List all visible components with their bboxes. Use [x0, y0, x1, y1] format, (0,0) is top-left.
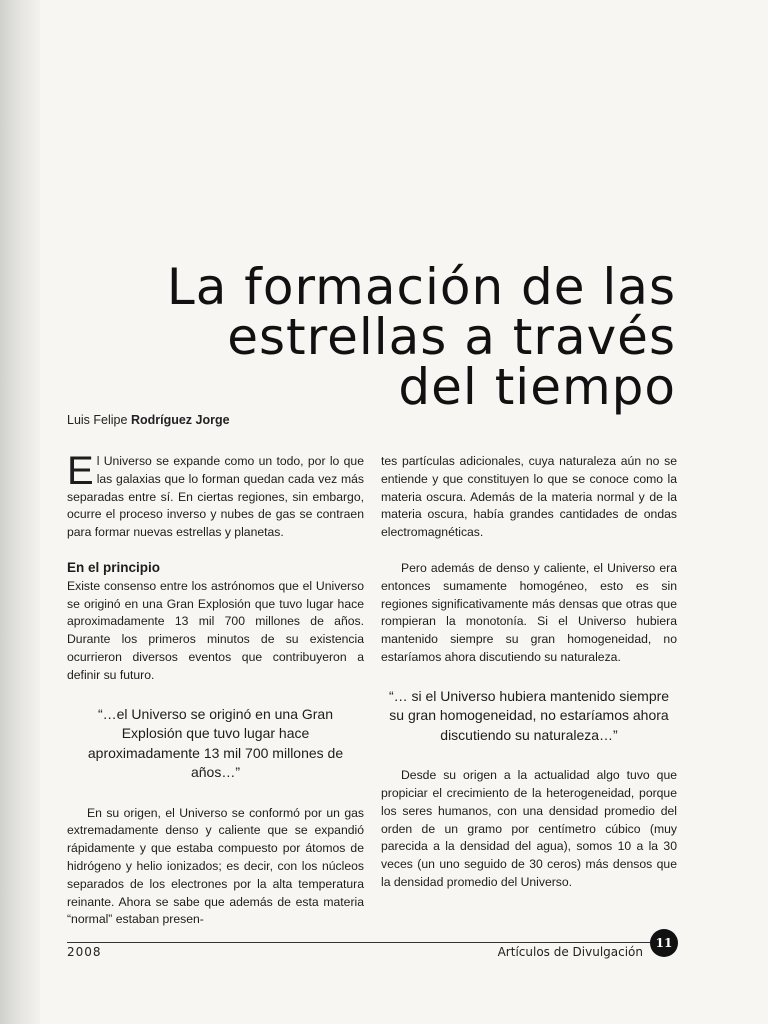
author-first-name: Luis Felipe	[67, 413, 128, 427]
footer-year: 2008	[67, 945, 102, 959]
title-line-2: estrellas a través	[227, 308, 676, 366]
footer-section-title: Artículos de Divulgación	[497, 945, 643, 959]
page-spine-shadow	[0, 0, 40, 1024]
section-subheading: En el principio	[67, 559, 161, 575]
drop-cap: E	[67, 449, 94, 493]
body-paragraph-2: En su origen, el Universo se conformó por un gas extremadamente denso y caliente que se expandió rápidamente y que estaba compuesto por átomos de hidrógeno y helio ionizados; es decir, con los núcleos separados de los electrones por la alta temperatura reinante. Ahora se sabe que además de esta materia “normal” estaban presen-	[67, 805, 364, 927]
pull-quote-right: “… si el Universo hubiera mantenido siempre su gran homogeneidad, no estaríamos ahora discutiendo su naturaleza…”	[388, 687, 670, 743]
body-paragraph-5: Desde su origen a la actualidad algo tuvo que propiciar el crecimiento de la heterogeneidad, porque los seres humanos, con una densidad promedio del orden de un gramo por centímetro cúbico (muy parecida a la densidad del agua), somos 10 a la 30 veces (un uno seguido de 30 ceros) más densos que la densidad promedio del Universo.	[381, 768, 677, 890]
left-column	[67, 449, 364, 929]
body-paragraph-4: Pero además de denso y caliente, el Universo era entonces sumamente homogéneo, esto es sin regiones significativamente más densas que otras que rompieran la monotonía. Si el Universo hubiera mantenido siempre su gran homogeneidad, no estaríamos ahora discutiendo su naturaleza.	[381, 560, 677, 664]
page-number-badge: 11	[650, 929, 678, 957]
author-byline	[67, 413, 230, 427]
author-last-name: Rodríguez Jorge	[130, 413, 230, 427]
title-line-3: del tiempo	[398, 358, 676, 416]
intro-paragraph	[67, 449, 364, 542]
right-column	[381, 453, 677, 892]
title-line-1: La formación de las	[166, 258, 676, 316]
article-title	[116, 258, 676, 416]
body-paragraph-3: tes partículas adicionales, cuya naturaleza aún no se entiende y que constituyen lo que se conoce como la materia oscura. Además de la materia normal y de la materia oscura, había grandes cantidades de ondas electromagnéticas.	[381, 454, 677, 540]
body-paragraph-1: Existe consenso entre los astrónomos que el Universo se originó en una Gran Explosión que tuvo lugar hace aproximadamente 13 mil 700 millones de años. Durante los primeros minutos de su existencia ocurrieron diversos eventos que contribuyeron a definir su futuro.	[67, 578, 364, 682]
footer-divider	[67, 942, 659, 943]
pull-quote-left: “…el Universo se originó en una Gran Explosión que tuvo lugar hace aproximadamente 13 mil 700 millones de años…”	[87, 705, 344, 781]
intro-text: l Universo se expande como un todo, por lo que las galaxias que lo forman quedan cada vez más separadas entre sí. En ciertas regiones, sin embargo, ocurre el proceso inverso y nubes de gas se contraen para formar nuevas estrellas y planetas.	[67, 454, 364, 540]
